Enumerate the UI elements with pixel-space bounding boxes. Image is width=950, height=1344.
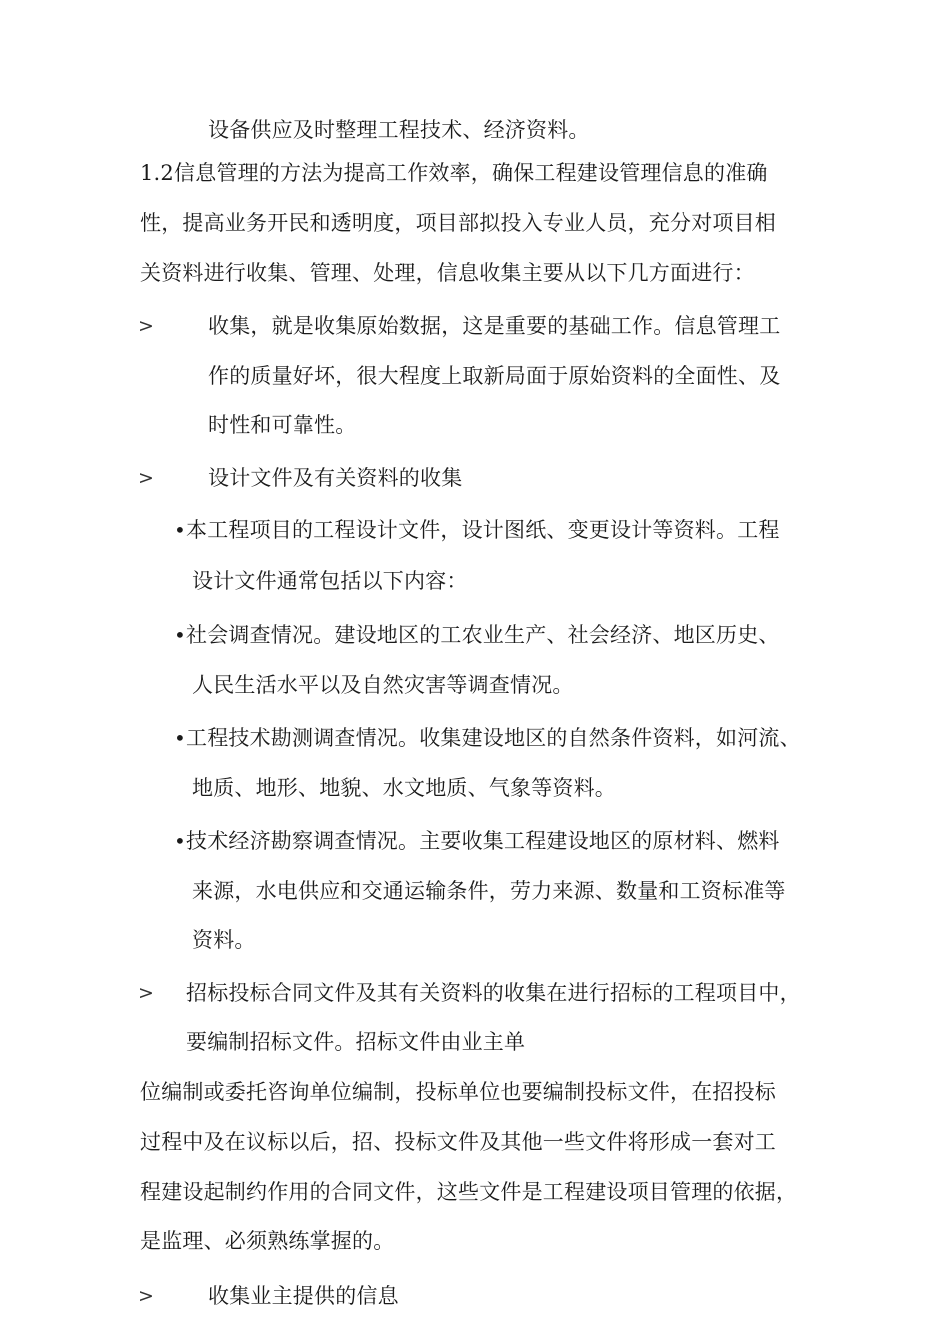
bullet-1: • bbox=[174, 518, 186, 542]
text-line-21: 过程中及在议标以后，招、投标文件及其他一些文件将形成一套对工 bbox=[140, 1130, 776, 1154]
list-marker-1: > bbox=[138, 315, 154, 337]
text-line-2: 1.2信息管理的方法为提高工作效率，确保工程建设管理信息的准确 bbox=[140, 161, 768, 185]
text-line-4: 关资料进行收集、管理、处理，信息收集主要从以下几方面进行： bbox=[140, 261, 755, 285]
text-line-1: 设备供应及时整理工程技术、经济资料。 bbox=[208, 118, 590, 142]
text-line-11: 社会调查情况。建设地区的工农业生产、社会经济、地区历史、 bbox=[186, 623, 780, 647]
list-marker-2: > bbox=[138, 467, 154, 489]
bullet-3: • bbox=[174, 726, 186, 750]
bullet-2: • bbox=[174, 623, 186, 647]
bullet-4: • bbox=[174, 829, 186, 853]
text-line-23: 是监理、必须熟练掌握的。 bbox=[140, 1229, 395, 1253]
text-line-19: 要编制招标文件。招标文件由业主单 bbox=[186, 1030, 526, 1054]
text-line-7: 时性和可靠性。 bbox=[208, 413, 357, 437]
text-line-16: 来源，水电供应和交通运输条件，劳力来源、数量和工资标准等 bbox=[192, 879, 786, 903]
text-line-18: 招标投标合同文件及其有关资料的收集在进行招标的工程项目中， bbox=[186, 981, 801, 1005]
text-line-20: 位编制或委托咨询单位编制，投标单位也要编制投标文件，在招投标 bbox=[140, 1080, 776, 1104]
text-line-15: 技术经济勘察调查情况。主要收集工程建设地区的原材料、燃料 bbox=[186, 829, 780, 853]
list-marker-4: > bbox=[138, 1285, 154, 1307]
text-line-24: 收集业主提供的信息 bbox=[208, 1284, 399, 1308]
text-line-6: 作的质量好坏，很大程度上取新局面于原始资料的全面性、及 bbox=[208, 364, 781, 388]
text-line-12: 人民生活水平以及自然灾害等调查情况。 bbox=[192, 673, 574, 697]
text-line-3: 性，提高业务开民和透明度，项目部拟投入专业人员，充分对项目相 bbox=[140, 211, 776, 235]
text-line-5: 收集，就是收集原始数据，这是重要的基础工作。信息管理工 bbox=[208, 314, 781, 338]
text-line-22: 程建设起制约作用的合同文件，这些文件是工程建设项目管理的依据， bbox=[140, 1180, 798, 1204]
text-line-13: 工程技术勘测调查情况。收集建设地区的自然条件资料，如河流、 bbox=[186, 726, 801, 750]
text-line-9: 本工程项目的工程设计文件，设计图纸、变更设计等资料。工程 bbox=[186, 518, 780, 542]
text-line-17: 资料。 bbox=[192, 928, 256, 952]
text-line-14: 地质、地形、地貌、水文地质、气象等资料。 bbox=[192, 776, 616, 800]
list-marker-3: > bbox=[138, 982, 154, 1004]
text-line-10: 设计文件通常包括以下内容： bbox=[192, 569, 468, 593]
text-line-8: 设计文件及有关资料的收集 bbox=[208, 466, 463, 490]
